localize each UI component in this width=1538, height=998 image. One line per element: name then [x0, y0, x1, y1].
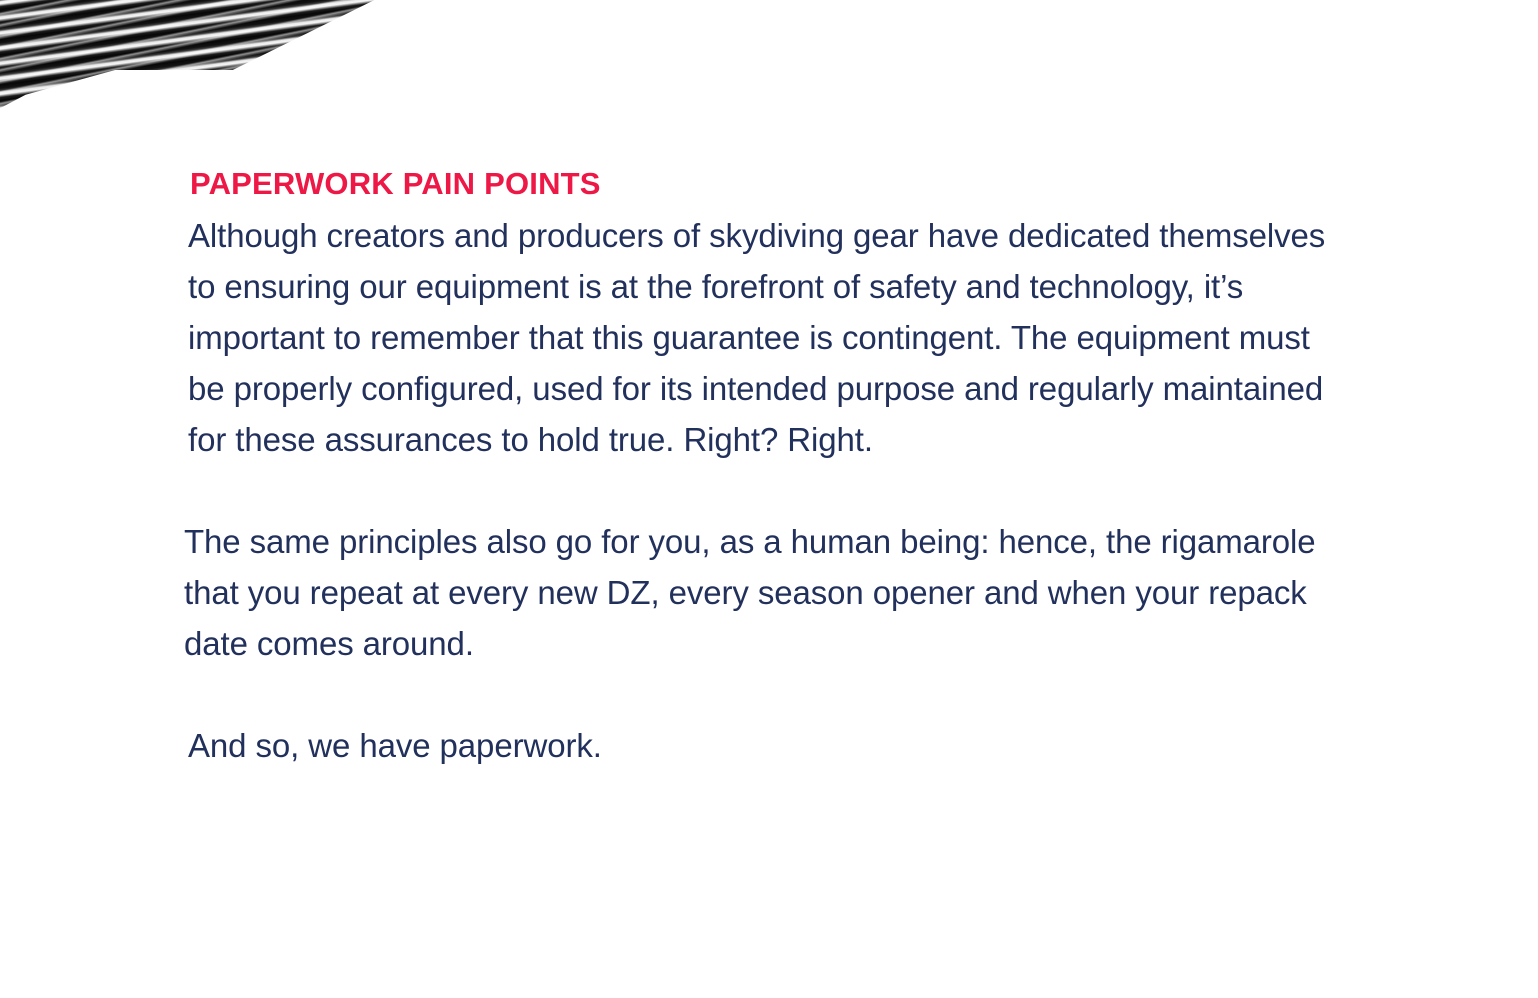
photo-diagonal-mask [0, 0, 640, 112]
photo-bottom-mask [0, 70, 640, 112]
paper-stack-photo [0, 0, 640, 112]
paragraph-1: Although creators and producers of skydiving gear have dedicated themselves to ensuring our equipment is at the forefront of safety and technology, it’s important to remember that this guarantee is contingent. The equipment must be properly configured, used for its intended purpose and regularly maintained for these assurances to hold true. Right? Right. [188, 217, 1326, 458]
section-kicker: PAPERWORK PAIN POINTS [190, 166, 601, 201]
paragraph-spacer-2 [188, 669, 1348, 720]
paper-stack-photo-image [0, 0, 640, 112]
paragraph-3: And so, we have paperwork. [188, 727, 602, 764]
paragraph-2: The same principles also go for you, as a human being: hence, the rigamarole that you repeat at every new DZ, every season opener and when your repack date comes around. [184, 523, 1316, 662]
paragraph-spacer-1 [188, 465, 1348, 516]
article-content [184, 166, 1348, 771]
